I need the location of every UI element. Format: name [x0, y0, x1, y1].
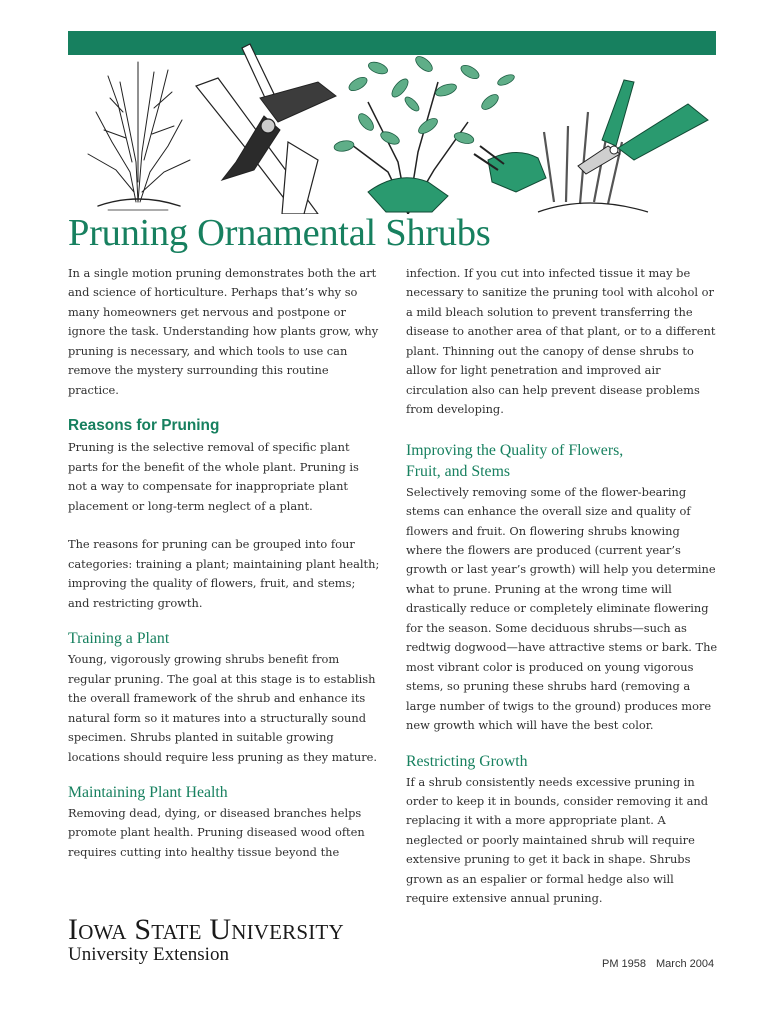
- reasons-paragraph-1: Pruning is the selective removal of specific plant parts for the benefit of the whole plant. Pruning is not a way to compensate for inappropriate plant placement or long-term neglect of a plant.: [68, 440, 359, 513]
- subheading-quality: [406, 440, 718, 482]
- subheading-quality-line2: Fruit, and Stems: [406, 462, 510, 480]
- subheading-health: Maintaining Plant Health: [68, 783, 228, 801]
- left-column: [68, 264, 380, 862]
- leafy-shrub-illustration: [333, 54, 546, 214]
- subheading-quality-line1: Improving the Quality of Flowers,: [406, 441, 624, 459]
- health-paragraph: Removing dead, dying, or diseased branches helps promote plant health. Pruning diseased wood often requires cutting into healthy tissue beyond the: [68, 805, 365, 859]
- university-extension-label: University Extension: [68, 944, 229, 965]
- pruning-lopper-illustration: [196, 44, 336, 214]
- subheading-training: Training a Plant: [68, 630, 170, 648]
- subheading-restricting: Restricting Growth: [406, 752, 528, 770]
- right-column: [406, 264, 718, 909]
- page-title: Pruning Ornamental Shrubs: [68, 212, 491, 254]
- training-paragraph: Young, vigorously growing shrubs benefit from regular pruning. The goal at this stage is to establish the overall framework of the shrub and enhance its natural form so it matures into a structurally sound specimen. Shrubs planted in suitable growing locations should require less pruning as they mature.: [68, 652, 378, 764]
- hand-pruner-illustration: [538, 80, 708, 212]
- bare-shrub-illustration: [88, 62, 190, 210]
- header-illustrations: [68, 42, 716, 214]
- reasons-paragraph-2: The reasons for pruning can be grouped into four categories: training a plant; maintaining plant health; improving the quality of flowers, fruit, and stems; and restricting growth.: [68, 537, 380, 610]
- restricting-paragraph: If a shrub consistently needs excessive pruning in order to keep it in bounds, consider removing it and replacing it with a more appropriate plant. A neglected or poorly maintained shrub will require extensive pruning to get it back in shape. Shrubs grown as an espalier or formal hedge also will require extensive annual pruning.: [406, 774, 708, 906]
- section-heading-reasons: Reasons for Pruning: [68, 417, 220, 435]
- health-continued-paragraph: infection. If you cut into infected tissue it may be necessary to sanitize the pruning tool with alcohol or a mild bleach solution to prevent transferring the disease to another area of that plant, or to a different plant. Thinning out the canopy of dense shrubs to allow for light penetration and improved air circulation also can help prevent disease problems from developing.: [406, 266, 716, 417]
- intro-paragraph: In a single motion pruning demonstrates both the art and science of horticulture. Perhaps that’s why so many homeowners get nervous and postpone or ignore the task. Understanding how plants grow, why pruning is necessary, and which tools to use can remove the mystery surrounding this routine practice.: [68, 266, 379, 397]
- publication-code: PM 1958: [602, 958, 647, 970]
- publication-date: March 2004: [656, 958, 715, 970]
- university-logo-name: Iowa State University: [68, 913, 344, 946]
- quality-paragraph: Selectively removing some of the flower-bearing stems can enhance the overall size and quality of flowers and fruit. On flowering shrubs knowing where the flowers are produced (current year’s growth or last year’s growth) will help you determine what to prune. Pruning at the wrong time will drastically reduce or completely eliminate flowering for the season. Some deciduous shrubs—such as redtwig dogwood—have attractive stems or bark. The most vibrant color is produced on young vigorous stems, so pruning these shrubs hard (removing a large number of twigs to the ground) produces more new growth which will have the best color.: [406, 484, 718, 733]
